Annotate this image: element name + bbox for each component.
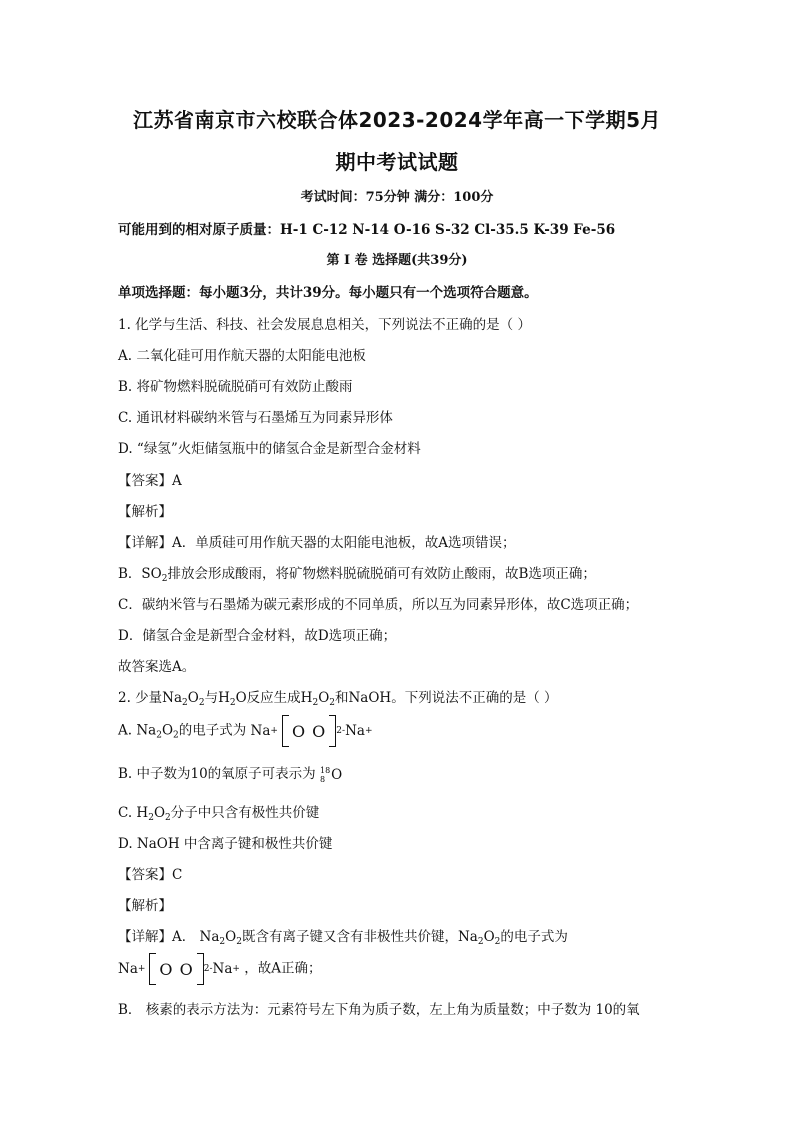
subscript: 2	[173, 730, 179, 741]
q2-detail-a-o: O	[483, 929, 495, 945]
q1-detail-d: D．储氢合金是新型合金材料，故D选项正确；	[118, 628, 397, 644]
q2-option-d: D. NaOH 中含离子键和极性共价键	[118, 836, 333, 852]
atomic-masses: 可能用到的相对原子质量：H-1 C-12 N-14 O-16 S-32 Cl-35.5 K-39 Fe-56	[118, 222, 616, 238]
q2-detail-a-suffix: 的电子式为	[500, 929, 568, 945]
electron-formula	[251, 715, 373, 747]
q2-stem-part: O	[187, 690, 199, 706]
q2-stem-part: 与H	[204, 690, 230, 706]
q1-analysis-label: 【解析】	[118, 504, 172, 520]
element-symbol: O	[331, 766, 343, 783]
q2-option-a	[118, 715, 373, 747]
left-bracket	[149, 953, 156, 985]
subscript: 2	[494, 937, 501, 947]
charge-plus: +	[270, 726, 278, 736]
charge-plus: +	[137, 964, 146, 974]
q1-detail-b-text: 排放会形成酸雨，将矿物燃料脱硫脱硝可有效防止酸雨，故B选项正确；	[167, 566, 596, 582]
q2-option-a-suffix: 的电子式为	[178, 722, 247, 739]
subscript: 2	[219, 937, 226, 947]
charge-plus: +	[232, 964, 240, 974]
q1-detail-b	[118, 562, 596, 584]
section-title: 第 I 卷 选择题(共39分)	[326, 253, 468, 268]
q1-detail-b-prefix: B．SO	[118, 566, 162, 582]
q2-detail-b: B． 核素的表示方法为：元素符号左下角为质子数，左上角为质量数；中子数为 10的氧	[118, 1002, 640, 1018]
right-bracket	[329, 715, 336, 747]
q2-option-c-mid: O	[153, 805, 166, 821]
sodium-ion: Na	[118, 961, 138, 977]
q1-stem: 1. 化学与生活、科技、社会发展息息相关，下列说法不正确的是（ ）	[118, 317, 531, 333]
q2-option-a-mid: O	[161, 722, 174, 739]
subscript: 2	[198, 698, 205, 708]
q2-detail-a	[118, 925, 568, 947]
subscript: 2	[148, 813, 154, 823]
q2-stem-part: O	[318, 690, 330, 706]
q2-stem	[118, 686, 558, 708]
subscript: 2	[165, 813, 171, 823]
q2-option-b	[118, 762, 342, 784]
charge-2minus: 2-	[203, 964, 213, 974]
subscript: 2	[312, 698, 319, 708]
right-bracket	[197, 953, 204, 985]
q1-detail-c: C．碳纳米管与石墨烯为碳元素形成的不同单质，所以互为同素异形体，故C选项正确；	[118, 597, 639, 613]
q1-option-a: A. 二氧化硅可用作航天器的太阳能电池板	[118, 348, 366, 364]
sodium-ion: Na	[345, 723, 365, 739]
peroxide-oxygens: O O	[291, 721, 327, 741]
q1-option-c: C. 通讯材料碳纳米管与石墨烯互为同素异形体	[118, 410, 393, 426]
q2-analysis-label: 【解析】	[118, 898, 172, 914]
subscript: 2	[477, 937, 484, 947]
q2-detail-a-prefix: 【详解】A． Na	[118, 929, 220, 945]
peroxide-oxygens: O O	[159, 959, 194, 979]
q2-option-c-prefix: C. H	[118, 805, 149, 821]
q2-option-c-suffix: 分子中只含有极性共价键	[170, 805, 320, 821]
q2-answer: 【答案】C	[118, 867, 183, 883]
instructions: 单项选择题：每小题3分，共计39分。每小题只有一个选项符合题意。	[118, 285, 538, 301]
q1-option-d: D. “绿氢”火炬储氢瓶中的储氢合金是新型合金材料	[118, 441, 421, 457]
q2-option-b-text: B. 中子数为10的氧原子可表示为	[118, 766, 316, 782]
q2-detail-a-mid: 既含有离子键又含有非极性共价键，Na	[241, 929, 478, 945]
charge-2minus: 2-	[336, 726, 346, 736]
electron-formula	[118, 953, 240, 985]
q2-stem-part: 和NaOH。下列说法不正确的是（ ）	[335, 690, 558, 706]
charge-plus: +	[364, 726, 373, 736]
mass-number: 18	[319, 765, 331, 775]
q1-answer: 【答案】A	[118, 473, 182, 489]
subscript: 2	[329, 698, 335, 708]
q2-detail-a-tail: ，故A正确；	[244, 960, 322, 977]
q2-stem-part: 2. 少量Na	[118, 690, 183, 706]
left-bracket	[282, 715, 289, 747]
atomic-number: 8	[319, 774, 326, 784]
document-title-line1: 江苏省南京市六校联合体2023-2024学年高一下学期5月	[132, 108, 662, 132]
subscript: 2	[161, 574, 168, 584]
subscript: 2	[236, 937, 242, 947]
subscript: 2	[156, 730, 162, 741]
q2-stem-part: O反应生成H	[235, 690, 313, 706]
q2-option-c	[118, 801, 319, 823]
document-title-line2: 期中考试试题	[335, 150, 459, 174]
q2-detail-a-o: O	[225, 929, 237, 945]
sodium-ion: Na	[212, 961, 233, 977]
q2-detail-a-formula	[118, 953, 322, 985]
sodium-ion: Na	[250, 723, 271, 739]
q2-option-a-prefix: A. Na	[118, 722, 157, 739]
exam-info: 考试时间：75分钟 满分：100分	[300, 190, 494, 205]
subscript: 2	[182, 698, 188, 708]
q1-detail-a: 【详解】A．单质硅可用作航天器的太阳能电池板，故A选项错误；	[118, 535, 516, 551]
q1-option-b: B. 将矿物燃料脱硫脱硝可有效防止酸雨	[118, 379, 353, 395]
q1-conclusion: 故答案选A。	[118, 659, 196, 675]
isotope-symbol	[320, 766, 342, 784]
subscript: 2	[229, 698, 236, 708]
